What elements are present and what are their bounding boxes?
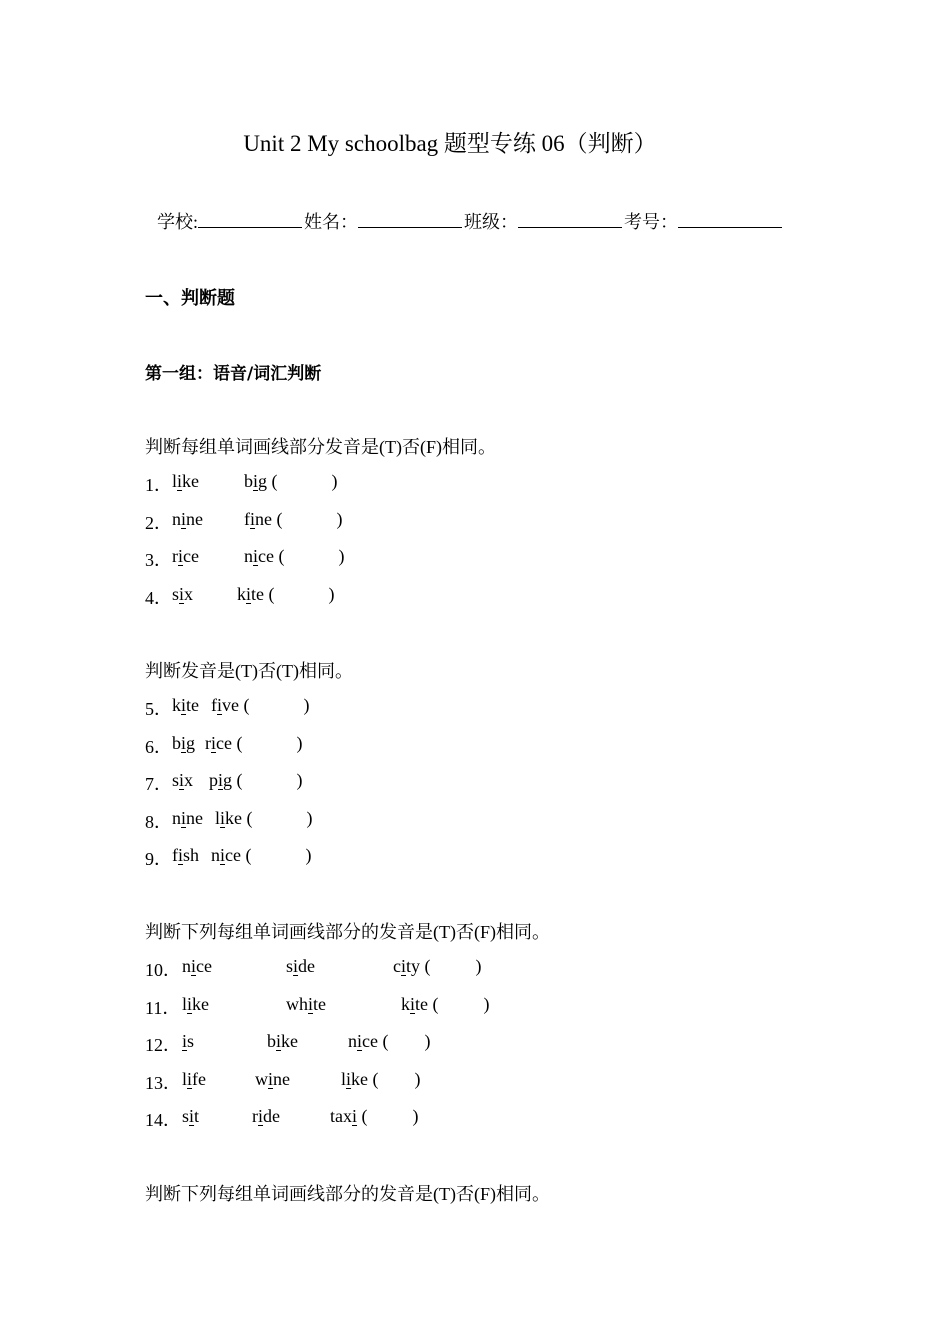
answer-parentheses[interactable]: ( ) [264,583,335,604]
answer-parentheses[interactable]: ( ) [272,508,343,529]
instruction-text: 判断下列每组单词画线部分的发音是(T)否(F)相同。 [145,1184,550,1204]
question-number: 13． [145,1072,181,1093]
question-number: 14． [145,1110,181,1130]
instruction-text: 判断每组单词画线部分发音是(T)否(F)相同。 [145,437,496,457]
underlined-letter: i [181,508,187,529]
word: like [182,993,210,1014]
underlined-letter: i [220,845,226,865]
answer-parentheses[interactable]: ( ) [267,471,338,491]
underlined-letter: i [250,508,256,529]
word: big [172,732,196,753]
question-item [145,1106,645,1130]
question-number: 2． [145,512,172,533]
underlined-letter: i [401,956,407,976]
answer-parentheses[interactable]: ( ) [378,1031,431,1051]
word: is [182,1031,195,1051]
underlined-letter: i [211,732,217,753]
word: nine [172,508,204,529]
underlined-letter: i [179,770,185,790]
underlined-letter: i [177,471,183,491]
word: city ( ) [393,956,482,976]
school-blank[interactable] [198,209,302,228]
word: five ( ) [211,695,310,715]
word: big ( ) [244,471,338,491]
underlined-letter: i [246,583,252,604]
underlined-letter: i [218,770,224,790]
underlined-letter: i [410,993,416,1014]
underlined-letter: i [352,1106,358,1126]
word: nice ( ) [211,845,312,865]
question-number: 11． [145,997,181,1018]
word: nine [172,807,204,828]
word: like ( ) [341,1068,421,1089]
word: kite ( ) [237,583,335,604]
word: sit [182,1106,200,1126]
underlined-letter: i [253,471,259,491]
underlined-letter: i [178,845,184,865]
answer-parentheses[interactable]: ( ) [357,1106,419,1126]
underlined-letter: i [346,1068,352,1089]
word: six [172,770,194,790]
question-number: 7． [145,774,172,794]
underlined-letter: i [187,1068,193,1089]
word: fine ( ) [244,508,343,529]
question-number: 3． [145,550,172,570]
underlined-letter: i [253,546,259,566]
question-item [145,584,645,608]
word: like [172,471,200,491]
word: six [172,583,194,604]
question-number: 12． [145,1035,181,1055]
question-number: 5． [145,699,172,719]
word: nice [182,956,212,976]
question-item [145,546,645,570]
group-heading: 第一组：语音/词汇判断 [145,364,322,384]
word: rice ( ) [205,732,303,753]
question-item [145,471,645,495]
word: kite ( ) [401,993,490,1014]
answer-parentheses[interactable]: ( ) [242,807,313,828]
number-blank[interactable] [678,209,782,228]
question-number: 10． [145,960,181,980]
instruction-text: 判断发音是(T)否(T)相同。 [145,661,353,681]
student-info-line [157,208,784,234]
word: nice ( ) [348,1031,431,1051]
question-number: 8． [145,811,172,832]
question-item [145,956,645,980]
underlined-letter: i [357,1031,363,1051]
school-label: 学校: [157,212,199,232]
question-number: 4． [145,587,172,608]
underlined-letter: i [181,695,187,715]
answer-parentheses[interactable]: ( ) [239,695,310,715]
answer-parentheses[interactable]: ( ) [368,1068,421,1089]
underlined-letter: i [191,956,197,976]
name-blank[interactable] [358,209,462,228]
question-item [145,845,645,869]
underlined-letter: i [217,695,223,715]
underlined-letter: i [178,546,184,566]
instruction-text: 判断下列每组单词画线部分的发音是(T)否(F)相同。 [145,922,550,942]
class-label: 班级： [464,212,519,232]
word: life [182,1068,207,1089]
answer-parentheses[interactable]: ( ) [232,770,303,790]
word: rice [172,546,199,566]
underlined-letter: i [276,1031,282,1051]
answer-parentheses[interactable]: ( ) [241,845,312,865]
underlined-letter: i [308,993,314,1014]
answer-parentheses[interactable]: ( ) [420,956,482,976]
word: like ( ) [215,807,313,828]
word: taxi ( ) [330,1106,419,1126]
underlined-letter: i [293,956,299,976]
question-item [145,994,645,1018]
question-item [145,509,645,533]
answer-parentheses[interactable]: ( ) [232,732,303,753]
answer-parentheses[interactable]: ( ) [428,993,490,1014]
class-blank[interactable] [518,209,622,228]
underlined-letter: i [187,993,193,1014]
page-title: Unit 2 My schoolbag 题型专练 06（判断） [243,131,657,156]
underlined-letter: i [220,807,226,828]
word: fish [172,845,200,865]
question-number: 9． [145,849,172,869]
word: nice ( ) [244,546,345,566]
word: bike [267,1031,299,1051]
number-label: 考号： [624,212,679,232]
word: ride [252,1106,281,1126]
word: white [286,993,327,1014]
section-heading: 一、判断题 [145,288,235,309]
question-number: 1． [145,475,172,495]
underlined-letter: i [181,807,187,828]
question-item [145,770,645,794]
underlined-letter: i [268,1068,274,1089]
question-item [145,1031,645,1055]
word: pig ( ) [209,770,303,790]
underlined-letter: i [182,1031,188,1051]
question-item [145,808,645,832]
underlined-letter: i [189,1106,195,1126]
underlined-letter: i [181,732,187,753]
question-item [145,733,645,757]
question-number: 6． [145,736,172,757]
word: wine [255,1068,291,1089]
question-item [145,1069,645,1093]
name-label: 姓名： [304,212,359,232]
underlined-letter: i [258,1106,264,1126]
answer-parentheses[interactable]: ( ) [274,546,345,566]
word: kite [172,695,200,715]
word: side [286,956,316,976]
underlined-letter: i [179,583,185,604]
question-item [145,695,645,719]
